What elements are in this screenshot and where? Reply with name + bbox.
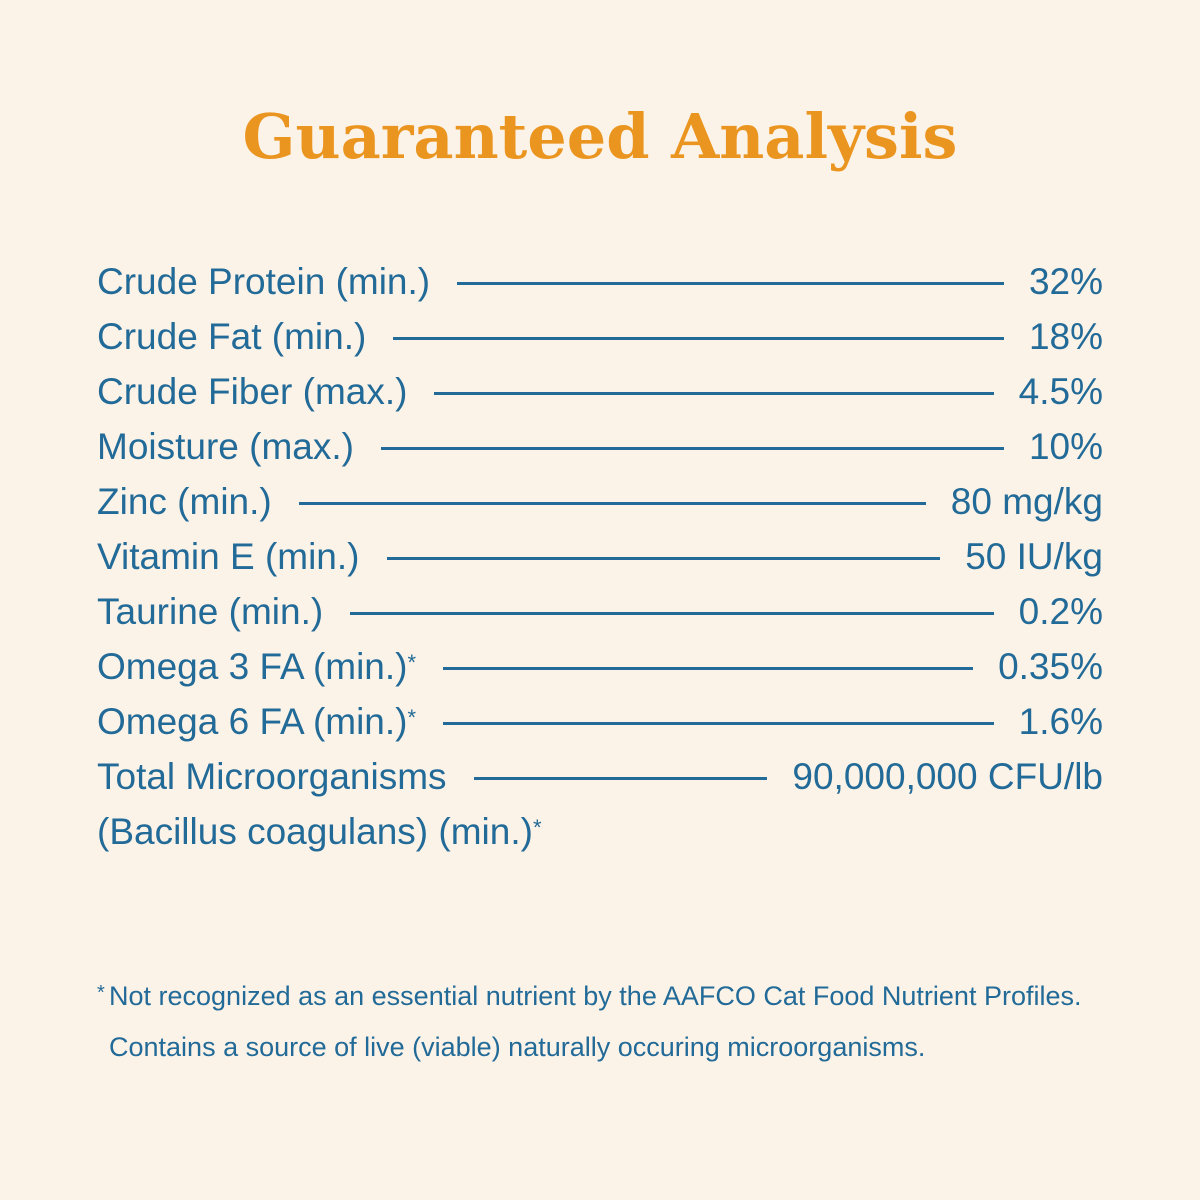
analysis-row-omega-6	[97, 694, 1103, 749]
row-value: 50 IU/kg	[965, 536, 1103, 577]
row-label: Crude Fat (min.)	[97, 316, 367, 357]
row-value: 90,000,000 CFU/lb	[792, 756, 1103, 797]
analysis-row-vitamin-e	[97, 529, 1103, 584]
footnote-marker: *	[97, 982, 105, 1004]
analysis-row-crude-fat	[97, 309, 1103, 364]
analysis-row-zinc	[97, 474, 1103, 529]
row-value: 1.6%	[1018, 701, 1103, 742]
leader-line	[381, 447, 1004, 450]
analysis-row-taurine	[97, 584, 1103, 639]
row-value: 0.2%	[1018, 591, 1103, 632]
leader-line	[434, 392, 993, 395]
row-value: 32%	[1028, 261, 1103, 302]
leader-line	[474, 777, 768, 780]
analysis-row-total-microorganisms-continuation	[97, 804, 1103, 859]
leader-line	[443, 667, 973, 670]
footnote-marker: *	[407, 650, 417, 675]
leader-line	[299, 502, 926, 505]
row-label: Crude Fiber (max.)	[97, 371, 408, 412]
page-title: Guaranteed Analysis	[242, 100, 958, 173]
row-value: 4.5%	[1018, 371, 1103, 412]
leader-line	[457, 282, 1004, 285]
row-value: 80 mg/kg	[950, 481, 1103, 522]
analysis-row-moisture	[97, 419, 1103, 474]
row-value: 18%	[1028, 316, 1103, 357]
row-label: Zinc (min.)	[97, 481, 272, 522]
row-label: Moisture (max.)	[97, 426, 354, 467]
guaranteed-analysis-table	[97, 254, 1103, 859]
analysis-row-omega-3	[97, 639, 1103, 694]
footnote-not-essential	[97, 978, 1107, 1015]
analysis-row-crude-fiber	[97, 364, 1103, 419]
row-label: Taurine (min.)	[97, 591, 324, 632]
leader-line	[443, 722, 994, 725]
row-label: Total Microorganisms	[97, 756, 447, 797]
analysis-row-total-microorganisms	[97, 749, 1103, 804]
footnote-marker: *	[532, 815, 542, 840]
row-label-continuation: (Bacillus coagulans) (min.)	[97, 811, 533, 852]
footnote-text: Not recognized as an essential nutrient by the AAFCO Cat Food Nutrient Profiles.	[109, 981, 1082, 1011]
footnote-live-microorganisms: Contains a source of live (viable) naturally occuring microorganisms.	[109, 1032, 926, 1062]
leader-line	[350, 612, 993, 615]
leader-line	[393, 337, 1004, 340]
footnote-marker: *	[407, 705, 417, 730]
footnotes	[97, 978, 1107, 1066]
row-value: 0.35%	[998, 646, 1103, 687]
row-label: Crude Protein (min.)	[97, 261, 431, 302]
row-label: Omega 3 FA (min.)*	[97, 646, 417, 687]
row-label: Omega 6 FA (min.)*	[97, 701, 417, 742]
analysis-row-crude-protein	[97, 254, 1103, 309]
row-value: 10%	[1028, 426, 1103, 467]
leader-line	[387, 557, 941, 560]
row-label: Vitamin E (min.)	[97, 536, 360, 577]
